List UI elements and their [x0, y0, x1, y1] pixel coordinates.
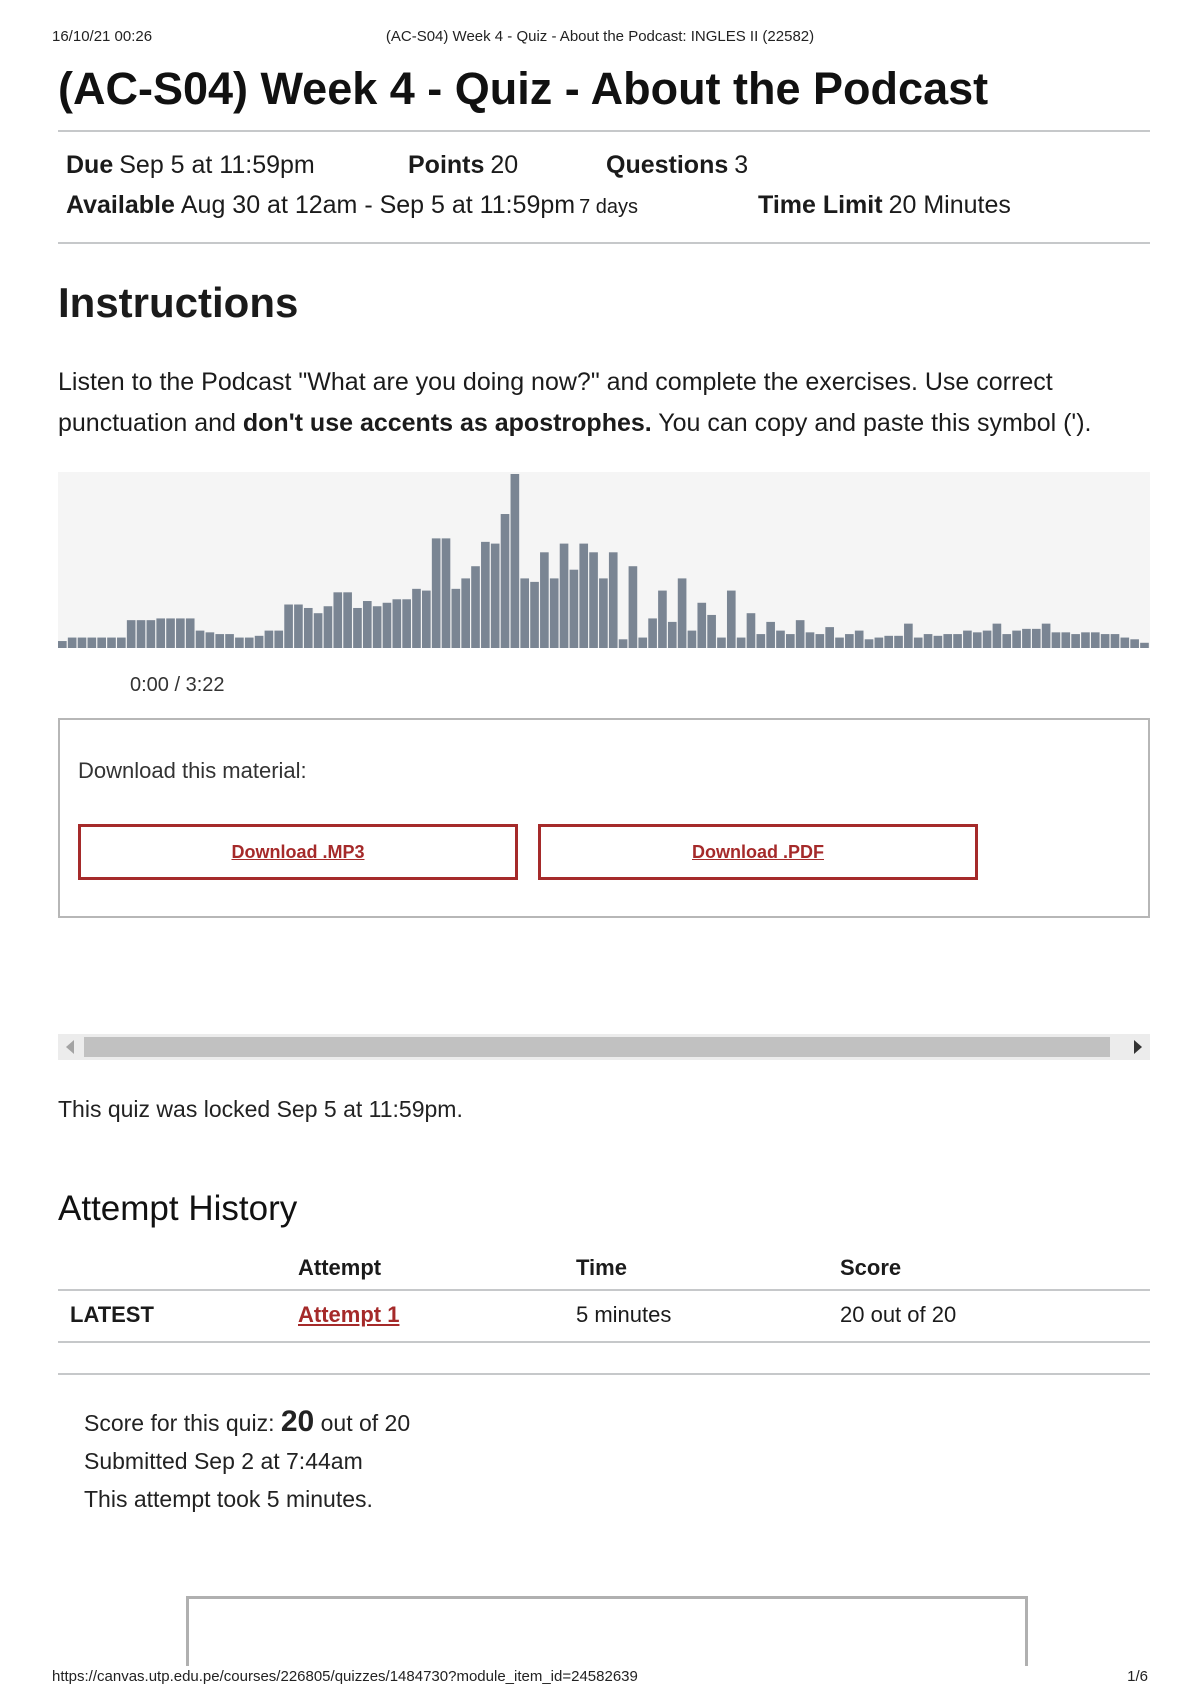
waveform-bar	[697, 603, 706, 648]
waveform-bar	[117, 638, 126, 648]
waveform-bar	[137, 620, 146, 648]
attempt-status: LATEST	[58, 1290, 298, 1342]
waveform-bar	[894, 636, 903, 648]
waveform-bar	[196, 631, 205, 648]
download-mp3-button[interactable]: Download .MP3	[78, 824, 518, 880]
waveform-bar	[245, 638, 254, 648]
waveform-bar	[432, 538, 441, 648]
waveform-bar	[471, 566, 480, 648]
points-detail	[408, 146, 518, 184]
page-title: (AC-S04) Week 4 - Quiz - About the Podcast	[58, 63, 989, 114]
waveform-bar	[570, 570, 579, 648]
instructions-text-bold: don't use accents as apostrophes.	[242, 409, 652, 437]
quiz-details	[58, 130, 1150, 244]
waveform-bar	[688, 631, 697, 648]
score-suffix: out of 20	[314, 1410, 411, 1436]
waveform-bar	[215, 634, 224, 648]
print-url: https://canvas.utp.edu.pe/courses/226805/quizzes/1484730?module_item_id=24582639	[52, 1668, 638, 1685]
print-doc-title: (AC-S04) Week 4 - Quiz - About the Podcast: INGLES II (22582)	[385, 28, 815, 45]
table-row	[58, 1290, 1150, 1342]
waveform-bar	[786, 634, 795, 648]
score-prefix: Score for this quiz:	[84, 1410, 281, 1436]
column-header	[58, 1255, 298, 1290]
scroll-right-icon[interactable]	[1134, 1040, 1142, 1054]
waveform-bar	[865, 639, 874, 648]
waveform-bar	[156, 618, 165, 648]
waveform-bar	[540, 552, 549, 648]
waveform-bar	[816, 634, 825, 648]
waveform-bar	[953, 634, 962, 648]
waveform-bar	[619, 639, 628, 648]
waveform-bar	[127, 620, 136, 648]
waveform-bar	[717, 638, 726, 648]
questions-value: 3	[734, 151, 749, 179]
waveform-bar	[78, 638, 87, 648]
waveform-bar	[678, 578, 687, 648]
waveform-bar	[776, 631, 785, 648]
waveform-bar	[934, 636, 943, 648]
instructions-text-start: Listen to the Podcast "What are you doing now?" and complete the exercises. Use correct punctuation and	[58, 368, 1053, 437]
waveform-bar	[107, 638, 116, 648]
points-label: Points	[408, 151, 485, 179]
available-value: Aug 30 at 12am - Sep 5 at 11:59pm	[180, 191, 576, 219]
waveform-bar	[825, 627, 834, 648]
waveform-bar	[884, 636, 893, 648]
column-header-attempt: Attempt	[298, 1255, 576, 1290]
waveform-bar	[442, 538, 451, 648]
time-limit-detail	[758, 186, 1011, 224]
submitted-line: Submitted Sep 2 at 7:44am	[84, 1448, 363, 1474]
available-duration: 7 days	[579, 196, 639, 218]
print-date: 16/10/21 00:26	[52, 28, 153, 45]
instructions-heading: Instructions	[58, 279, 299, 326]
questions-label: Questions	[606, 151, 729, 179]
waveform-bar	[58, 641, 67, 648]
waveform-bar	[176, 618, 185, 648]
audio-time-readout: 0:00 / 3:22	[130, 674, 225, 696]
waveform-bar	[481, 542, 490, 648]
waveform-bar	[835, 638, 844, 648]
due-label: Due	[66, 151, 114, 179]
waveform-bar	[648, 618, 657, 648]
waveform-bar	[924, 634, 933, 648]
waveform-bar	[265, 631, 274, 648]
waveform-bar	[668, 622, 677, 648]
waveform-bar	[845, 634, 854, 648]
waveform-bar	[235, 638, 244, 648]
waveform-bar	[638, 638, 647, 648]
waveform-bar	[166, 618, 175, 648]
attempt-time: 5 minutes	[576, 1290, 840, 1342]
attempt-1-link[interactable]: Attempt 1	[298, 1302, 400, 1327]
waveform-bar	[1091, 632, 1100, 648]
waveform-bar	[1042, 624, 1051, 648]
waveform-bar	[274, 631, 283, 648]
waveform-bar	[609, 552, 618, 648]
waveform-bar	[147, 620, 156, 648]
download-label: Download this material:	[78, 758, 307, 783]
waveform-bar	[333, 592, 342, 648]
waveform-bar	[875, 638, 884, 648]
waveform-bar	[68, 638, 77, 648]
waveform-bar	[501, 514, 510, 648]
waveform-bar	[707, 615, 716, 648]
scrollbar-thumb[interactable]	[84, 1037, 1110, 1057]
waveform-bar	[579, 544, 588, 648]
column-header-score: Score	[840, 1255, 1150, 1290]
waveform-bar	[402, 599, 411, 648]
waveform-bar	[97, 638, 106, 648]
divider	[58, 1373, 1150, 1375]
available-label: Available	[66, 191, 175, 219]
waveform-bar	[324, 606, 333, 648]
print-header	[52, 28, 1148, 48]
waveform-bar	[314, 613, 323, 648]
question-box	[186, 1596, 1028, 1666]
horizontal-scrollbar[interactable]	[58, 1034, 1150, 1060]
waveform-bar	[186, 618, 195, 648]
due-value: Sep 5 at 11:59pm	[119, 151, 315, 179]
waveform-bar	[452, 589, 461, 648]
quiz-summary	[58, 1403, 1150, 1518]
waveform-bar	[1140, 643, 1149, 648]
waveform-bar	[304, 608, 313, 648]
waveform-bar	[756, 634, 765, 648]
waveform-bar	[963, 631, 972, 648]
waveform-bar	[855, 631, 864, 648]
waveform-bar	[560, 544, 569, 648]
waveform-bar	[796, 620, 805, 648]
waveform-bar	[88, 638, 97, 648]
waveform-bar	[973, 632, 982, 648]
duration-line: This attempt took 5 minutes.	[84, 1486, 373, 1512]
waveform-bar	[737, 638, 746, 648]
waveform-bar	[727, 591, 736, 648]
waveform-bar	[1012, 631, 1021, 648]
waveform-bar	[255, 636, 264, 648]
waveform-bar	[1061, 632, 1070, 648]
waveform-bar	[520, 578, 529, 648]
waveform-bar	[343, 592, 352, 648]
time-limit-value: 20 Minutes	[888, 191, 1011, 219]
waveform-bar	[806, 632, 815, 648]
waveform-bar	[294, 605, 303, 649]
waveform-bar	[206, 632, 215, 648]
waveform-bar	[766, 622, 775, 648]
waveform-bar	[383, 603, 392, 648]
locked-notice: This quiz was locked Sep 5 at 11:59pm.	[58, 1096, 463, 1122]
waveform-bar	[943, 634, 952, 648]
waveform-bar	[225, 634, 234, 648]
waveform-bar	[1081, 632, 1090, 648]
waveform-bar	[629, 566, 638, 648]
waveform-bar	[373, 606, 382, 648]
points-value: 20	[490, 151, 519, 179]
waveform-bar	[412, 589, 421, 648]
waveform-bar	[599, 578, 608, 648]
download-box	[58, 718, 1150, 918]
available-detail	[66, 186, 638, 226]
waveform-bar	[983, 631, 992, 648]
audio-waveform[interactable]	[58, 472, 1150, 648]
waveform-bar	[747, 613, 756, 648]
attempt-history-heading: Attempt History	[58, 1189, 298, 1228]
score-value: 20	[280, 1405, 315, 1438]
instructions-text-end: You can copy and paste this symbol (').	[651, 409, 1092, 437]
waveform-bar	[363, 601, 372, 648]
score-line	[84, 1403, 1150, 1442]
waveform-bar	[353, 608, 362, 648]
column-header-time: Time	[576, 1255, 840, 1290]
instructions-text	[58, 362, 1150, 444]
scroll-left-icon[interactable]	[66, 1040, 74, 1054]
attempt-score: 20 out of 20	[840, 1290, 1150, 1342]
waveform-bar	[491, 544, 500, 648]
waveform-bar	[1071, 634, 1080, 648]
due-detail	[66, 146, 315, 184]
waveform-bar	[422, 591, 431, 648]
waveform-bar	[1022, 629, 1031, 648]
waveform-bar	[1002, 634, 1011, 648]
waveform-bar	[1120, 638, 1129, 648]
waveform-bar	[1052, 632, 1061, 648]
attempt-history-table	[58, 1255, 1150, 1343]
waveform-bar	[284, 605, 293, 649]
print-page-number: 1/6	[1127, 1668, 1148, 1685]
waveform-bar	[1130, 639, 1139, 648]
waveform-bar	[461, 578, 470, 648]
waveform-bars[interactable]	[58, 472, 1150, 648]
time-limit-label: Time Limit	[758, 191, 883, 219]
waveform-bar	[914, 638, 923, 648]
waveform-bar	[1111, 634, 1120, 648]
download-pdf-button[interactable]: Download .PDF	[538, 824, 978, 880]
waveform-bar	[1101, 634, 1110, 648]
waveform-bar	[658, 591, 667, 648]
waveform-bar	[589, 552, 598, 648]
waveform-bar	[993, 624, 1002, 648]
waveform-bar	[1032, 629, 1041, 648]
waveform-bar	[530, 582, 539, 648]
waveform-bar	[392, 599, 401, 648]
quiz-content	[58, 56, 1150, 1518]
waveform-bar	[550, 578, 559, 648]
waveform-bar	[904, 624, 913, 648]
waveform-bar	[511, 474, 520, 648]
questions-detail	[606, 146, 748, 184]
